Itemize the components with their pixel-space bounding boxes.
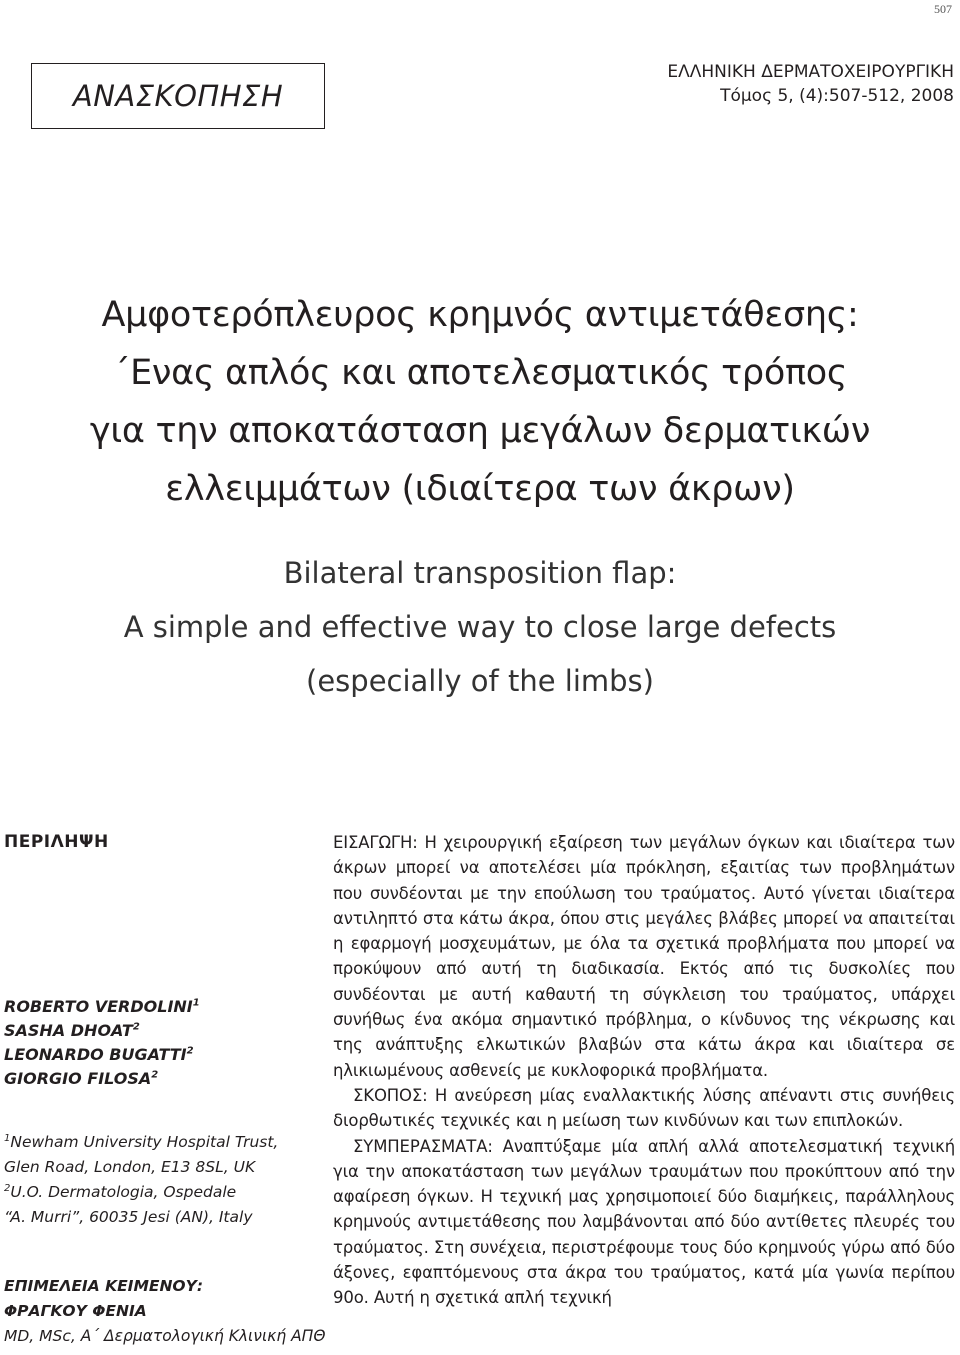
abstract-text (333, 830, 955, 1311)
affiliation-2: $^2$U.O. Dermatologia, Ospedale (4, 1182, 237, 1201)
abstract-aim: ΣΚΟΠΟΣ: Η ανεύρεση μίας εναλλακτικής λύσης απέναντι στις συνήθεις διορθωτικές τεχνικές και η μείωση των κινδύνων και των επιπλοκών. (333, 1085, 955, 1131)
affiliations (4, 1130, 319, 1230)
page-number: 507 (934, 2, 952, 16)
english-title-line: Bilateral transposition flap: (283, 556, 677, 590)
section-label: ΑΝΑΣΚΟΠΗΣΗ (72, 79, 284, 113)
greek-title-line: ελλειμμάτων (ιδιαίτερα των άκρων) (165, 469, 795, 509)
author-list (4, 995, 319, 1091)
greek-title (0, 286, 960, 518)
journal-header (667, 60, 954, 108)
affiliation-2-address: “A. Murri”, 60035 Jesi (AN), Italy (4, 1208, 253, 1226)
affiliation-1-address: Glen Road, London, E13 8SL, UK (4, 1158, 256, 1176)
english-title (0, 546, 960, 708)
summary-column (4, 832, 319, 852)
english-title-line: A simple and effective way to close large defects (123, 610, 837, 644)
summary-heading: ΠΕΡΙΛΗΨΗ (4, 832, 109, 852)
author: SASHA DHOAT$^2$ (4, 1021, 140, 1040)
journal-issue: Τόμος 5, (4):507-512, 2008 (720, 86, 954, 106)
editor-heading: ΕΠΙΜΕΛΕΙΑ ΚΕΙΜΕΝΟΥ: (4, 1277, 204, 1295)
abstract-intro: ΕΙΣΑΓΩΓΗ: Η χειρουργική εξαίρεση των μεγάλων όγκων και ιδιαίτερα των άκρων μπορεί να αποτελέσει μία πρόκληση, εξαιτίας των προβλημάτων που συνδέονται με την επούλωση του τραύματος. Αυτό γίνεται ιδιαίτερα αντιληπτό στα κάτω άκρα, όπου στις μεγάλες βλάβες μπορεί να απαιτείται η εφαρμογή μοσχευμάτων, με όλα τα σχετικά προβλήματα που μπορεί να προκύψουν από αυτή τη διαδικασία. Εκτός από τις δυσκολίες που συνδέονται με αυτή καθαυτή τη σύγκλειση του τραύματος, υπάρχει συνήθως ένα ακόμα σημαντικό πρόβλημα, ο κίνδυνος της νέκρωσης και της ανάπτυξης ελκωτικών βλαβών στα κάτω άκρα και ιδιαίτερα σε ηλικιωμένους ασθενείς με κυκλοφορικά προβλήματα. (333, 833, 955, 1080)
section-label-box (31, 63, 325, 129)
abstract-conclusions: ΣΥΜΠΕΡΑΣΜΑΤΑ: Αναπτύξαμε μία απλή αλλά αποτελεσματική τεχνική για την αποκατάσταση των μεγάλων τραυμάτων που προκύπτουν από την αφαίρεση όγκων. Η τεχνική μας χρησιμοποιεί δύο διαμήκεις, παράλληλους κρημνούς αντιμετάθεσης που λαμβάνονται από δύο αντίθετες πλευρές του τραύματος. Στη συνέχεια, περιστρέφουμε τους δύο κρημνούς γύρω από δύο άξονες, εφαπτόμενους στα άκρα του τραύματος, κατά μία γωνία περίπου 90ο. Αυτή η σχετικά απλή τεχνική (333, 1136, 955, 1308)
greek-title-line: για την αποκατάσταση μεγάλων δερματικών (89, 411, 871, 451)
text-editor-credit (4, 1274, 324, 1349)
editor-name: ΦΡΑΓΚΟΥ ΦΕΝΙΑ (4, 1302, 147, 1320)
author: GIORGIO FILOSA$^2$ (4, 1069, 159, 1088)
english-title-line: (especially of the limbs) (306, 664, 654, 698)
greek-title-line: Αμφοτερόπλευρος κρημνός αντιμετάθεσης: (101, 295, 859, 335)
journal-name: ΕΛΛΗΝΙΚΗ ΔΕΡΜΑΤΟΧΕΙΡΟΥΡΓΙΚΗ (667, 62, 954, 82)
affiliation-1: $^1$Newham University Hospital Trust, (4, 1132, 279, 1151)
editor-credentials: MD, MSc, Α΄ Δερματολογική Κλινική ΑΠΘ (4, 1327, 326, 1345)
author: ROBERTO VERDOLINI$^1$ (4, 997, 200, 1016)
greek-title-line: ΄Ενας απλός και αποτελεσματικός τρόπος (112, 353, 848, 393)
author: LEONARDO BUGATTI$^2$ (4, 1045, 194, 1064)
